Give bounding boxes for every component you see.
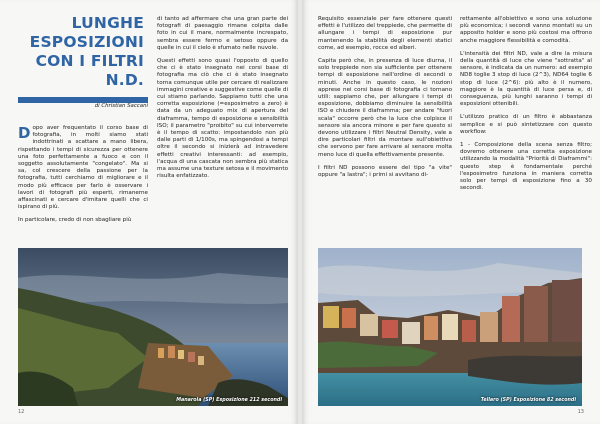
paragraph: L'utilizzo pratico di un filtro è abbastanza semplice e si può sintetizzare con questo workflow: — [460, 114, 592, 135]
title-line-4: N.D. — [105, 71, 144, 89]
page-number: 12 — [18, 409, 25, 415]
paragraph: L'intensità dei filtri ND, vale a dire la misura della quantità di luce che viene "sottratta" al sensore, è indicata da un numero: ad esempio ND8 toglie 3 stop di luce (2^3), ND64 toglie 6 stop di luce (2^6): più alto è il numero, maggiore è la quantità di luce persa e, di conseguenza, più lunghi saranno i tempi di esposizioni ottenibili. — [460, 50, 592, 108]
title-line-2: ESPOSIZIONI — [29, 33, 144, 51]
article-title — [18, 14, 144, 90]
manarola-landscape-image — [18, 248, 288, 406]
right-page — [302, 0, 600, 424]
tellaro-photo — [318, 248, 582, 406]
paragraph: di tanto ad affermare che una gran parte dei fotografi di paesaggio rimane colpita dalle foto in cui il mare, normalmente increspato, sembra essere fermo e setoso oppure da quelle in cui il cielo è sfumato nelle nuvole. — [157, 16, 288, 51]
tellaro-village-image — [318, 248, 582, 406]
left-column-1 — [18, 125, 148, 231]
photo-caption: Manarola (SP) Esposizione 212 secondi — [176, 398, 282, 403]
intro-paragraph — [18, 125, 148, 211]
title-line-3: CON I FILTRI — [35, 52, 144, 70]
paragraph: In particolare, credo di non sbagliare più — [18, 217, 132, 224]
page-number: 13 — [577, 409, 584, 415]
photo-caption: Tellaro (SP) Esposizione 82 secondi — [480, 398, 576, 403]
paragraph: Capita però che, in presenza di luce diurna, il solo treppiede non sia sufficiente per ottenere tempi di esposizione nell'ordine di secondi o minuti. Anche in questo caso, le nozioni apprese nei corsi base di fotografia ci tornano utili: sappiamo che, per allungare i tempi di esposizione, dobbiamo diminuire la sensibilità ISO e chiudere il diaframma; per andare "fuori scala" occorre però che la luce che colpisce il sensore sia ancora minore e per fare questo si devono utilizzare i filtri Neutral Density, vale a dire particolari filtri da montare sull'obiettivo che servono per fare arrivare al sensore molta meno luce di quella effettivamente presente. — [318, 58, 452, 158]
left-page — [0, 0, 298, 424]
author-byline: di Christian Saccani — [94, 103, 148, 109]
right-column-1 — [318, 16, 452, 185]
paragraph: Requisito essenziale per fare ottenere questi effetti è l'utilizzo del treppiede, che permette di allungare i tempi di esposizione pur mantenendo la stabilità degli elementi statici come, ad esempio, rocce ed alberi. — [318, 16, 452, 51]
paragraph: rettamente all'obiettivo e sono una soluzione più economica; i secondi vanno montati su un apposito holder e sono più costosi ma offrono anche maggiore flessibilità e comodità. — [460, 16, 592, 44]
left-column-2 — [157, 16, 288, 186]
paragraph: 1 - Composizione della scena senza filtro; dovremo ottenere una corretta esposizione utilizzando la modalità "Priorità di Diaframmi": questo step è fondamentale perché l'esposimetro funziona in maniera corretta solo per tempi di esposizione fino a 30 secondi. — [460, 142, 592, 192]
right-column-2 — [460, 16, 592, 198]
paragraph: Questi effetti sono quasi l'opposto di quello che ci è stato insegnato nei corsi base di fotografia ma ciò che ci è stato insegnato torna comunque utile per cercare di realizzare immagini creative e suggestive come quelle di cui stiamo parlando. Sappiamo tutti che una corretta esposizione (=esposimetro a zero) è data da un adeguato mix di apertura del diaframma, tempo di esposizione e sensibilità ISO; il parametro "proibito" su cui interverrete è il tempo di scatto: impostandolo non più dalle parti di 1/100s, ma spingendosi a tempi oltre il secondo si inizierà ad intravedere effetti creativi interessanti: ad esempio, l'acqua di una cascata non sembra più statica ma assume una texture setosa e il movimento risulta enfatizzato. — [157, 58, 288, 180]
intro-text: opo aver frequentato il corso base di fotografia, in molti siamo stati indottrinati a scattare a mano libera, rispettando i tempi di sicurezza per ottenere una foto perfettamente a fuoco e con il soggetto assolutamente "congelato". Ma si sa, col crescere della passione per la fotografia, tutti cerchiamo di migliorare e il modo più efficace per farlo è osservare i lavori di fotografi più esperti, rimanerne affascinati e cercare d'imitare quelli che ci ispirano di più. — [18, 125, 148, 211]
paragraph: I filtri ND possono essere del tipo "a vite" oppure "a lastra"; i primi si avvitano di- — [318, 164, 452, 179]
drop-cap: D — [18, 124, 31, 142]
manarola-photo — [18, 248, 288, 406]
title-line-1: LUNGHE — [71, 14, 144, 32]
